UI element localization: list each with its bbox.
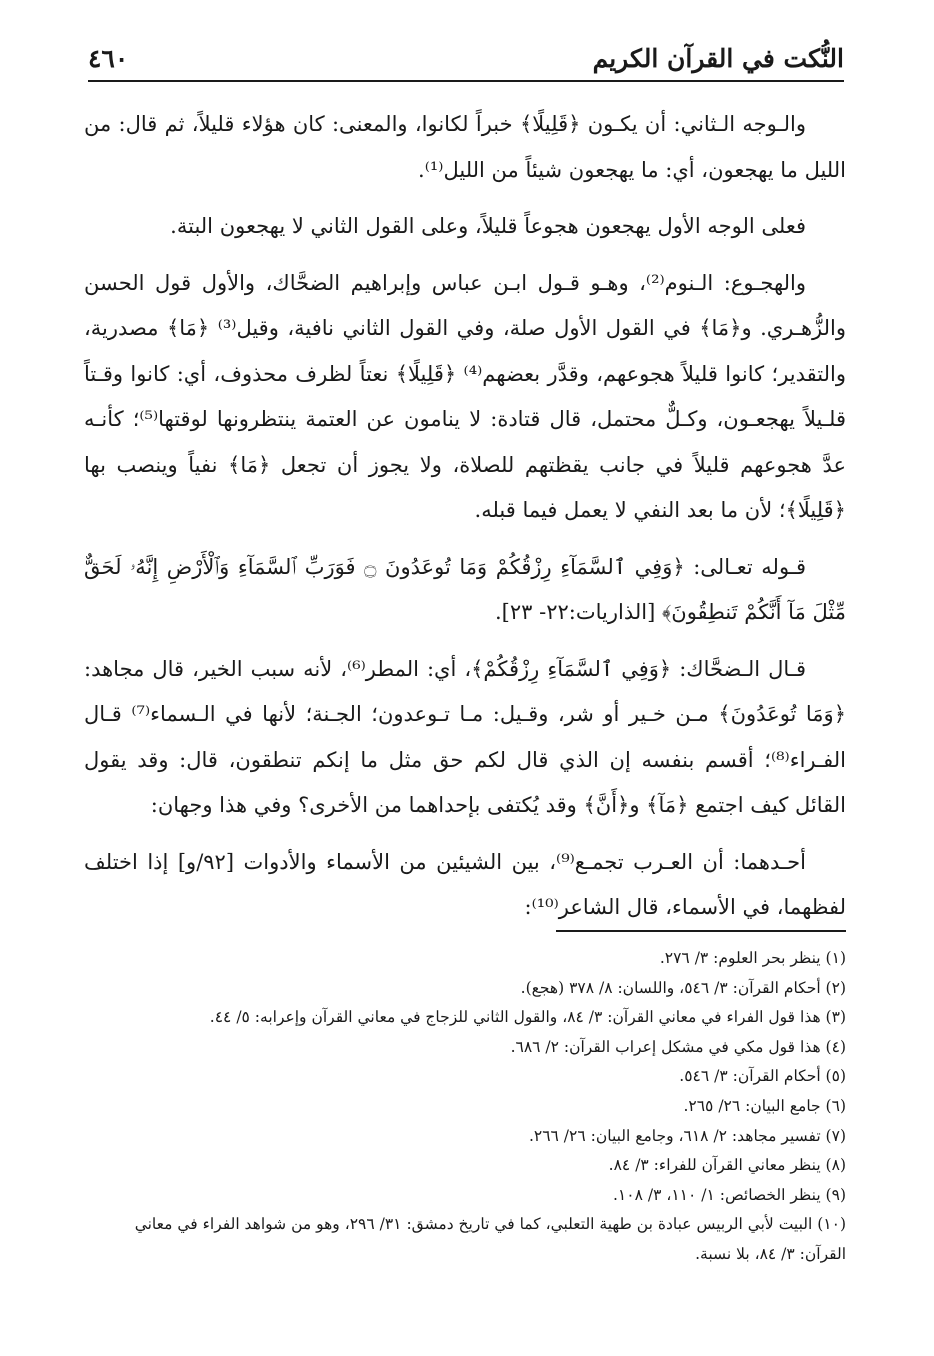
footnote: (٣) هذا قول الفراء في معاني القرآن: ٣/ ٨٤، والقول الثاني للزجاج في معاني القرآن وإعرابه: ٥/ ٤٤. <box>209 1008 846 1027</box>
footnotes <box>84 944 846 1270</box>
footnote: (٥) أحكام القرآن: ٣/ ٥٤٦. <box>679 1067 846 1086</box>
footnote: (١) ينظر بحر العلوم: ٣/ ٢٧٦. <box>659 949 846 967</box>
main-text <box>84 102 846 931</box>
paragraph: فعلى الوجه الأول يهجعون هجوعاً قليلاً، وعلى القول الثاني لا يهجعون البتة. <box>170 214 806 238</box>
footnote: (٤) هذا قول مكي في مشكل إعراب القرآن: ٢/ ٦٨٦. <box>510 1037 846 1056</box>
footnote-separator <box>556 930 846 932</box>
footnote: (٩) ينظر الخصائص: ١/ ١١٠، ٣/ ١٠٨. <box>612 1185 846 1204</box>
running-header <box>88 40 844 82</box>
paragraph: والهجـوع: الـنوم⁽²⁾، وهـو قـول ابـن عباس وإبراهيم الضحَّاك، والأول قول الحسن والزُّهـري. و﴿مَا﴾ في القول الأول صلة، وفي القول الثاني نافية، وقيل⁽³⁾ ﴿مَا﴾ مصدرية، والتقدير؛ كانوا قليلاً هجوعهم، وقدَّر بعضهم⁽⁴⁾ ﴿قَلِيلًا﴾ نعتاً لظرف محذوف، أي: كانوا وقـتاً قلـيلاً يهجعـون، وكـلٌّ محتمل، قال قتادة: لا ينامون عن العتمة ينتظرونها لوقتها⁽⁵⁾؛ كأنـه عدَّ هجوعهم قليلاً في جانب يقظتهم للصلاة، ولا يجوز أن تجعل ﴿مَا﴾ نفياً وينصب بها ﴿قَلِيلًا﴾؛ لأن ما بعد النفي لا يعمل فيما قبله. <box>84 270 846 522</box>
footnote: (٦) جامع البيان: ٢٦/ ٢٦٥. <box>683 1096 846 1115</box>
footnote: (١٠) البيت لأبي الربيس عبادة بن طهية التعلبي، كما في تاريخ دمشق: ٣١/ ٢٩٦، وهو من شواهد الفراء في معاني القرآن: ٣/ ٨٤، بلا نسبة. <box>134 1215 846 1263</box>
paragraph: قـال الـضحَّاك: ﴿وَفِي ٱلسَّمَآءِ رِزْقُكُمْ﴾، أي: المطر⁽⁶⁾، لأنه سبب الخير، قال مجاهد: ﴿وَمَا تُوعَدُونَ﴾ مـن خـير أو شر، وقـيل: مـا تـوعدون؛ الجـنة؛ لأنها في الـسماء⁽⁷⁾ قـال الفـراء⁽⁸⁾؛ أقسم بنفسه إن الذي قال لكم حق مثل ما إنكم تنطقون، قال: وقد يقول القائل كيف اجتمع ﴿مَآ﴾ و﴿أَنَّ﴾ وقد يُكتفى بإحداهما من الأخرى؟ وفي هذا وجهان: <box>84 656 846 817</box>
footnote: (٧) تفسير مجاهد: ٢/ ٦١٨، وجامع البيان: ٢٦/ ٢٦٦. <box>528 1126 846 1145</box>
book-title: النُّكت في القرآن الكريم <box>592 44 844 73</box>
page-number: ٤٦٠ <box>88 44 129 73</box>
paragraph: والـوجه الـثاني: أن يكـون ﴿قَلِيلًا﴾ خبراً لكانوا، والمعنى: كان هؤلاء قليلاً، ثم قال: من الليل ما يهجعون، أي: ما يهجعون شيئاً من الليل⁽¹⁾. <box>84 112 846 182</box>
footnote: (٢) أحكام القرآن: ٣/ ٥٤٦، واللسان: ٨/ ٣٧٨ (هجع). <box>520 978 846 997</box>
paragraph: أحـدهما: أن العـرب تجمـع⁽⁹⁾، بين الشيئين من الأسماء والأدوات [٩٢/و] إذا اختلف لفظهما، في الأسماء، قال الشاعر⁽¹⁰⁾: <box>84 849 846 919</box>
quran-verse-paragraph: قـوله تعـالى: ﴿وَفِي ٱلسَّمَآءِ رِزْقُكُمْ وَمَا تُوعَدُونَ ۝ فَوَرَبِّ ٱلسَّمَآءِ وَٱلْأَرْضِ إِنَّهُۥ لَحَقٌّ مِّثْلَ مَآ أَنَّكُمْ تَنطِقُونَ﴾ [الذاريات:٢٢- ٢٣]. <box>84 554 846 624</box>
footnote: (٨) ينظر معاني القرآن للفراء: ٣/ ٨٤. <box>608 1156 846 1175</box>
